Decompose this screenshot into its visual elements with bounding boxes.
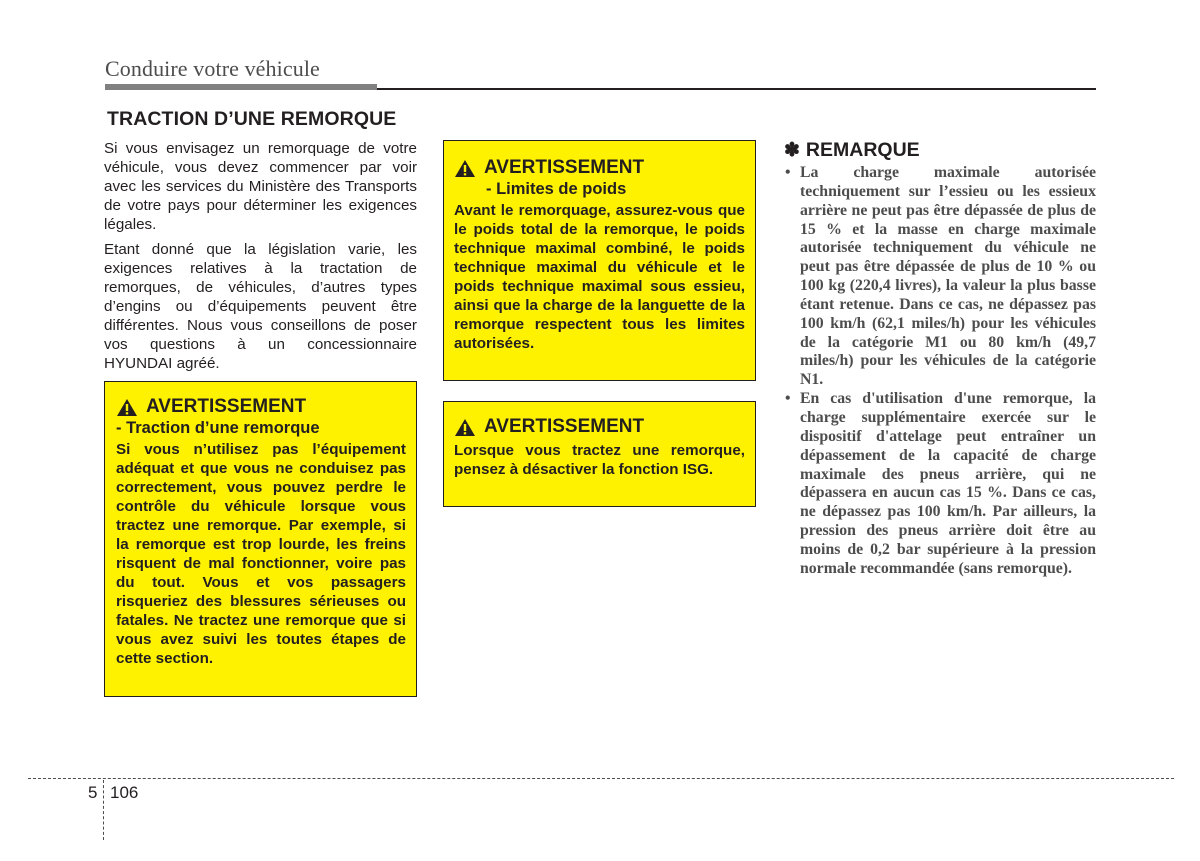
warning-header [454,416,745,438]
intro-paragraph: Etant donné que la législation varie, les exigences relatives à la tractation de remorques, de véhicules, d’autres types d’engins ou d’équipements peuvent être différentes. Nous vous conseillons de poser vos questions à un concessionnaire HYUNDAI agréé. [104,241,417,372]
section-title: TRACTION D’UNE REMORQUE [107,108,397,130]
header-rule-thick [105,84,377,90]
warning-triangle-icon [454,418,476,437]
warning-header [454,157,745,179]
remark-title: REMARQUE [805,139,920,161]
warning-body: Avant le remorquage, assurez-vous que le poids total de la remorque, le poids technique maximal combiné, le poids technique maximal du véhicule et le poids technique maximal sous essieu, ainsi que la charge de la languette de la remorque respectent tous les limites autorisées. [454,202,745,352]
remark-item [784,390,1096,578]
warning-title: AVERTISSEMENT [146,396,307,417]
remark-list [784,164,1096,579]
warning-body: Si vous n’utilisez pas l’équipement adéquat et que vous ne conduisez pas correctement, vous pouvez perdre le contrôle du véhicule lorsque vous tractez une remorque. Par exemple, si la remorque est trop lourde, les freins risquent de mal fonctionner, voire pas du tout. Vous et vos passagers risqueriez des blessures sérieuses ou fatales. Ne tractez une remorque que si vous avez suivi les toutes étapes de cette section. [116,441,406,667]
remark-item-text: La charge maximale autorisée techniquement sur l’essieu ou les essieux arrière ne peut pas être dépassée de plus de 15 % et la masse en charge maximale autorisée techniquement du véhicule ne peut pas être dépassée de plus de 10 % ou 100 kg (220,4 livres), la valeur la plus basse étant retenue. Dans ce cas, ne dépassez pas 100 km/h (62,1 miles/h) pour les véhicules de la catégorie M1 ou 80 km/h (49,7 miles/h) pour les véhicules de la catégorie N1. [800,164,1096,389]
warning-triangle-icon [454,159,476,178]
remark-star-icon: ✽ [784,140,800,161]
section-number: 5 [88,783,98,802]
bullet-icon: • [785,390,791,408]
remark-heading [784,139,920,162]
page-number: 106 [110,783,139,802]
warning-box-towing [104,381,417,697]
bullet-icon: • [785,164,791,181]
footer-divider [28,778,1174,779]
warning-box-weight-limits [443,140,756,381]
remark-item-text: En cas d'utilisation d'une remorque, la charge supplémentaire exercée sur le dispositif d'attelage peut entraîner un dépassement de la capacité de charge maximale des pneus arrière, qui ne dépassera en aucun cas 15 %. Dans ce cas, ne dépassez pas 100 km/h. Par ailleurs, la pression des pneus arrière doit être au moins de 0,2 bar supérieure à la pression normale recommandée (sans remorque). [800,390,1096,577]
warning-body: Lorsque vous tractez une remorque, pensez à désactiver la fonction ISG. [454,442,745,478]
warning-triangle-icon [116,398,138,417]
warning-box-isg [443,401,756,507]
chapter-title: Conduire votre véhicule [105,56,320,81]
footer-vertical-divider [103,780,104,840]
warning-title: AVERTISSEMENT [484,416,645,437]
warning-subtitle: - Limites de poids [486,180,627,198]
remark-item [784,164,1096,390]
intro-text [104,139,417,379]
intro-paragraph: Si vous envisagez un remorquage de votre véhicule, vous devez commencer par voir avec les services du Ministère des Transports de votre pays pour déterminer les exigences légales. [104,140,417,233]
warning-header [116,396,406,418]
warning-title: AVERTISSEMENT [484,157,645,178]
header-rule-thin [377,88,1096,90]
warning-subtitle: - Traction d’une remorque [116,419,320,437]
